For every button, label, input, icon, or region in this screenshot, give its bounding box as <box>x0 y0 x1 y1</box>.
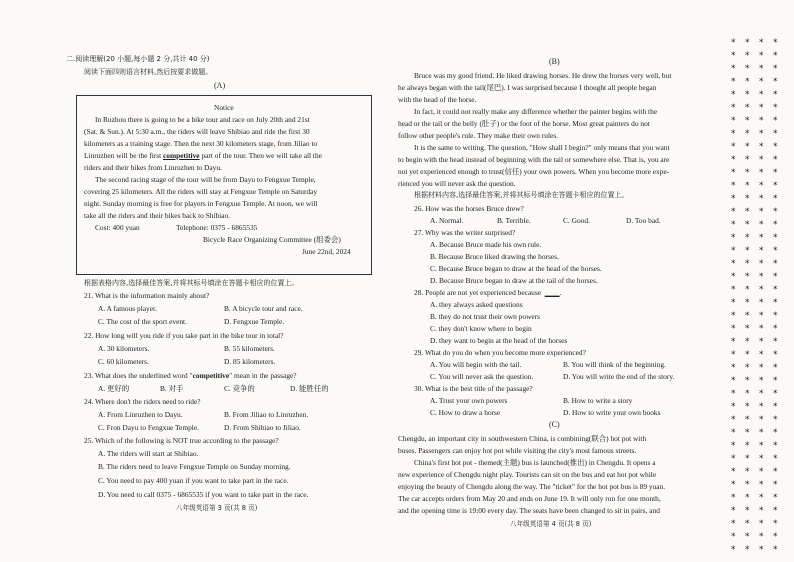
notice-cost: Cost: 400 yuan <box>95 223 140 232</box>
star-mark: * <box>759 532 764 542</box>
star-mark: * <box>759 168 764 178</box>
star-mark: * <box>731 246 736 256</box>
question-stem: 25. Which of the following is NOT true according to the passage? <box>84 436 279 445</box>
answer-option[interactable]: C. You will never ask the question. <box>430 372 534 381</box>
answer-option[interactable]: D. Too bad. <box>626 216 661 225</box>
star-mark: * <box>759 129 764 139</box>
star-mark: * <box>773 376 778 386</box>
star-mark: * <box>759 194 764 204</box>
star-mark: * <box>731 493 736 503</box>
star-mark: * <box>745 311 750 321</box>
answer-option[interactable]: A. A famous player. <box>98 304 157 313</box>
star-mark: * <box>745 129 750 139</box>
answer-option[interactable]: A. The riders will start at Shibiao. <box>98 449 199 458</box>
section-title: 二.阅读理解(20 小题,每小题 2 分,共计 40 分) <box>66 55 210 63</box>
star-mark: * <box>773 142 778 152</box>
answer-option[interactable]: D. 85 kilometers. <box>224 357 276 366</box>
star-mark: * <box>731 545 736 555</box>
star-mark: * <box>745 480 750 490</box>
passage-c-line: China's first hot pot - themed(主题) bus is launched(推出) in Chengdu. It opens a <box>414 458 656 467</box>
star-mark: * <box>759 545 764 555</box>
star-mark: * <box>745 116 750 126</box>
star-mark: * <box>773 428 778 438</box>
notice-line: night. Sunday morning is free for players in Fengxue Temple. At noon, we will <box>84 199 318 208</box>
star-mark: * <box>731 103 736 113</box>
star-mark: * <box>731 155 736 165</box>
star-mark: * <box>773 207 778 217</box>
star-mark: * <box>731 129 736 139</box>
star-mark: * <box>745 38 750 48</box>
star-mark: * <box>759 467 764 477</box>
passage-c-line: enjoying the beauty of Chengdu along the way. The "ticket" for the hot pot bus is 89 yuan. <box>398 482 666 491</box>
answer-option[interactable]: B. A bicycle tour and race. <box>224 304 303 313</box>
passage-b-line: Bruce was my good friend. He liked drawing horses. He drew the horses very well, but <box>414 71 672 80</box>
star-mark: * <box>773 519 778 529</box>
star-mark: * <box>759 376 764 386</box>
star-mark: * <box>731 454 736 464</box>
star-mark: * <box>745 493 750 503</box>
star-mark: * <box>745 168 750 178</box>
passage-c-line: The car accepts orders from May 20 and ends on June 19. It will only run for one month, <box>398 494 661 503</box>
star-mark: * <box>759 454 764 464</box>
star-mark: * <box>773 90 778 100</box>
star-mark: * <box>731 181 736 191</box>
star-mark: * <box>759 51 764 61</box>
star-mark: * <box>731 51 736 61</box>
star-mark: * <box>773 181 778 191</box>
star-mark: * <box>759 519 764 529</box>
question-stem: 21. What is the information mainly about? <box>84 291 210 300</box>
star-mark: * <box>731 207 736 217</box>
star-mark: * <box>745 350 750 360</box>
passage-b-line: In fact, it could not really make any difference whether the painter begins with the <box>414 107 658 116</box>
star-mark: * <box>759 207 764 217</box>
star-mark: * <box>731 298 736 308</box>
star-mark: * <box>731 389 736 399</box>
underlined-word: competitive <box>163 151 200 160</box>
answer-option[interactable]: C. 竞争的 <box>224 384 255 393</box>
star-mark: * <box>745 181 750 191</box>
answer-option[interactable]: D. 能胜任的 <box>290 384 329 393</box>
star-mark: * <box>745 246 750 256</box>
star-mark: * <box>773 116 778 126</box>
star-mark: * <box>759 220 764 230</box>
passage-b-line: he always began with the tail(尾巴). I was surprised because I thought all people began <box>398 83 657 92</box>
star-mark: * <box>731 64 736 74</box>
star-mark: * <box>759 285 764 295</box>
star-mark: * <box>731 467 736 477</box>
star-mark: * <box>773 64 778 74</box>
answer-option[interactable]: A. they always asked questions <box>430 300 523 309</box>
answer-option[interactable]: C. Good. <box>563 216 590 225</box>
star-mark: * <box>745 402 750 412</box>
star-mark: * <box>745 142 750 152</box>
star-mark: * <box>773 480 778 490</box>
star-mark: * <box>773 233 778 243</box>
star-mark: * <box>759 402 764 412</box>
star-mark: * <box>745 415 750 425</box>
answer-option[interactable]: A. Because Bruce made his own rule. <box>430 240 542 249</box>
star-mark: * <box>773 51 778 61</box>
star-mark: * <box>773 506 778 516</box>
star-mark: * <box>773 532 778 542</box>
star-mark: * <box>759 493 764 503</box>
answer-option[interactable]: D. You need to call 0375 - 6865535 if you want to take part in the race. <box>98 490 309 499</box>
passage-b-line: with the head of the horse. <box>398 95 477 104</box>
answer-option[interactable]: B. 对手 <box>160 384 184 393</box>
star-mark: * <box>745 506 750 516</box>
star-mark: * <box>745 532 750 542</box>
star-mark: * <box>745 77 750 87</box>
star-mark: * <box>759 155 764 165</box>
passage-b-line: follow other people's rule. They make their own rules. <box>398 131 559 140</box>
star-mark: * <box>745 259 750 269</box>
star-mark: * <box>759 272 764 282</box>
star-mark: * <box>745 428 750 438</box>
stem-part: 23. What does the underlined word " <box>84 371 193 380</box>
question-stem: 30. What is the best title of the passage? <box>414 384 533 393</box>
instruction-a: 根据表格内容,选择最佳答案,并将其标号填涂在答题卡相应的位置上。 <box>84 279 299 287</box>
page-footer-left: 八年级英语第 3 页(共 8 页) <box>176 504 258 512</box>
star-mark: * <box>745 454 750 464</box>
star-mark: * <box>745 103 750 113</box>
star-mark: * <box>745 64 750 74</box>
star-mark: * <box>759 389 764 399</box>
star-mark: * <box>745 90 750 100</box>
star-mark: * <box>773 363 778 373</box>
answer-option[interactable]: B. Because Bruce liked drawing the horses. <box>430 252 559 261</box>
star-mark: * <box>773 77 778 87</box>
answer-option[interactable]: B. The riders need to leave Fengxue Temple on Sunday morning. <box>98 462 291 471</box>
star-mark: * <box>731 506 736 516</box>
star-mark: * <box>745 207 750 217</box>
star-mark: * <box>759 480 764 490</box>
notice-line: covering 25 kilometers. All the riders will stay at Fengxue Temple on Saturday <box>84 187 318 196</box>
answer-option[interactable]: C. The cost of the sport event. <box>98 317 187 326</box>
star-mark: * <box>773 493 778 503</box>
star-mark: * <box>773 402 778 412</box>
star-mark: * <box>731 428 736 438</box>
stem-part: " mean in the passage? <box>229 371 297 380</box>
notice-date: June 22nd, 2024 <box>302 247 351 256</box>
star-mark: * <box>773 337 778 347</box>
notice-title: Notice <box>214 103 234 112</box>
notice-line-part: Linruzhen will be the first <box>84 151 162 160</box>
answer-option[interactable]: C. Fron Dayu to Fengxue Temple. <box>98 423 199 432</box>
answer-option[interactable]: A. 30 kilometers. <box>98 344 150 353</box>
star-mark: * <box>745 519 750 529</box>
answer-option[interactable]: B. Terrible. <box>497 216 531 225</box>
star-mark: * <box>773 441 778 451</box>
notice-line: (Sat. & Sun.). At 5:30 a.m., the riders will leave Shibiao and ride the first 30 <box>84 127 310 136</box>
star-mark: * <box>731 38 736 48</box>
passage-c-line: Chengdu, an important city in southwestern China, is combining(联合) hot pot with <box>398 434 647 443</box>
answer-option[interactable]: D. Fengxue Temple. <box>224 317 285 326</box>
star-mark: * <box>745 233 750 243</box>
star-mark: * <box>759 38 764 48</box>
star-mark: * <box>731 376 736 386</box>
question-stem: 29. What do you do when you become more experienced? <box>414 348 586 357</box>
star-mark: * <box>759 90 764 100</box>
star-mark: * <box>759 415 764 425</box>
star-mark: * <box>773 311 778 321</box>
star-mark: * <box>731 415 736 425</box>
star-mark: * <box>731 77 736 87</box>
star-mark: * <box>773 38 778 48</box>
question-stem <box>84 372 297 380</box>
star-mark: * <box>759 441 764 451</box>
star-mark: * <box>731 532 736 542</box>
star-mark: * <box>731 480 736 490</box>
star-mark: * <box>731 168 736 178</box>
star-mark: * <box>773 350 778 360</box>
star-mark: * <box>731 142 736 152</box>
answer-option[interactable]: B. 55 kilometers. <box>224 344 275 353</box>
star-mark: * <box>745 194 750 204</box>
answer-option[interactable]: D. From Shibiao to Jiliao. <box>224 423 301 432</box>
answer-option[interactable]: C. How to draw a horse <box>430 408 501 417</box>
star-mark: * <box>745 220 750 230</box>
answer-option[interactable]: D. Because Bruce began to draw at the tail of the horses. <box>430 276 598 285</box>
star-mark: * <box>759 337 764 347</box>
passage-c-line: and the opening time is 19:00 every day. The seats have been changed to sit in pairs, and <box>398 506 660 515</box>
instruction-b: 根据材料内容,选择最佳答案,并将其标号填涂在答题卡相应的位置上。 <box>414 191 629 199</box>
star-mark: * <box>773 298 778 308</box>
answer-option[interactable]: C. You need to pay 400 yuan if you want to take part in the race. <box>98 476 289 485</box>
star-mark: * <box>731 259 736 269</box>
answer-option[interactable]: A. 更好的 <box>98 384 130 393</box>
star-mark: * <box>731 90 736 100</box>
star-mark: * <box>773 272 778 282</box>
passage-a-label: (A) <box>214 81 226 90</box>
star-mark: * <box>731 337 736 347</box>
answer-option[interactable]: A. From Linruzhen to Dayu. <box>98 410 183 419</box>
star-mark: * <box>773 168 778 178</box>
star-mark: * <box>731 233 736 243</box>
notice-line: kilometers as a training stage. Then the next 30 kilometers stage, from Jiliao to <box>84 139 318 148</box>
answer-option[interactable]: D. they want to begin at the head of the horses <box>430 336 568 345</box>
page-footer-right: 八年级英语第 4 页(共 8 页) <box>510 520 592 528</box>
star-mark: * <box>745 51 750 61</box>
star-mark: * <box>773 285 778 295</box>
star-mark: * <box>731 441 736 451</box>
question-stem: 27. Why was the writer surprised? <box>414 228 516 237</box>
answer-option[interactable]: A. Normal. <box>430 216 464 225</box>
answer-option[interactable]: B. You will think of the beginning. <box>563 360 666 369</box>
star-margin-border <box>731 38 787 558</box>
star-mark: * <box>731 311 736 321</box>
star-mark: * <box>745 363 750 373</box>
star-mark: * <box>745 545 750 555</box>
star-mark: * <box>759 233 764 243</box>
star-mark: * <box>759 350 764 360</box>
answer-option[interactable]: C. they don't know where to begin <box>430 324 532 333</box>
notice-line-part: part of the tour. Then we will take all the <box>201 151 322 160</box>
star-mark: * <box>759 181 764 191</box>
passage-b-line: rienced you will never ask the question. <box>398 179 516 188</box>
star-mark: * <box>731 350 736 360</box>
star-mark: * <box>745 389 750 399</box>
question-stem: 22. How long will you ride if you take part in the bike tour in total? <box>84 331 284 340</box>
star-mark: * <box>745 467 750 477</box>
star-mark: * <box>759 324 764 334</box>
answer-option[interactable]: B. From Jiliao to Linruzhen. <box>224 410 309 419</box>
star-mark: * <box>731 272 736 282</box>
passage-b-line: It is the same to writing. The question, "How shall I begin?" only means that you want <box>414 143 670 152</box>
star-mark: * <box>773 259 778 269</box>
notice-line: The second racing stage of the tour will be from Dayu to Fengxue Temple, <box>95 175 316 184</box>
answer-option[interactable]: D. How to write your own books <box>563 408 661 417</box>
passage-c-line: buses. Passengers can enjoy hot pot while visiting the city's most famous streets. <box>398 446 637 455</box>
question-stem: 28. People are not yet experienced because ____. <box>414 288 562 297</box>
star-mark: * <box>773 103 778 113</box>
star-mark: * <box>773 467 778 477</box>
notice-telephone: Telephone: 0375 - 6865535 <box>176 223 258 232</box>
notice-line <box>84 152 322 160</box>
passage-c-label: (C) <box>549 420 560 429</box>
star-mark: * <box>745 324 750 334</box>
star-mark: * <box>773 194 778 204</box>
passage-b-line: head or the tail or the belly (肚子) or the foot of the horse. Most great painters do not <box>398 119 650 128</box>
star-mark: * <box>759 506 764 516</box>
star-mark: * <box>731 220 736 230</box>
star-mark: * <box>759 428 764 438</box>
star-mark: * <box>745 376 750 386</box>
star-mark: * <box>759 311 764 321</box>
answer-option[interactable]: B. How to write a story <box>563 396 633 405</box>
star-mark: * <box>773 389 778 399</box>
star-mark: * <box>773 454 778 464</box>
star-mark: * <box>745 298 750 308</box>
passage-b-label: (B) <box>549 57 560 66</box>
star-mark: * <box>773 246 778 256</box>
passage-b-line: not yet experienced enough to trust(信任) your own powers. When you become more expe- <box>398 167 670 176</box>
star-mark: * <box>773 220 778 230</box>
star-mark: * <box>731 194 736 204</box>
answer-blank: ____ <box>544 288 560 297</box>
star-mark: * <box>759 298 764 308</box>
star-mark: * <box>773 324 778 334</box>
star-mark: * <box>745 155 750 165</box>
passage-c-line: new experience of Chengdu night play. Tourists can sit on the bus and eat hot pot while <box>398 470 657 479</box>
section-instruction: 阅读下面四则语言材料,然后按要求做题。 <box>84 68 213 76</box>
answer-option[interactable]: A. You will begin with the tail. <box>430 360 522 369</box>
notice-line: In Ruzhou there is going to be a bike tour and race on July 20th and 21st <box>95 115 310 124</box>
star-mark: * <box>731 285 736 295</box>
star-mark: * <box>745 337 750 347</box>
notice-line: riders and their bikes from Linruzhen to Dayu. <box>84 163 222 172</box>
star-mark: * <box>759 259 764 269</box>
answer-option[interactable]: C. Because Bruce began to draw at the head of the horses. <box>430 264 602 273</box>
star-mark: * <box>759 116 764 126</box>
question-stem: 26. How was the horses Bruce drew? <box>414 204 524 213</box>
answer-option[interactable]: D. You will write the end of the story. <box>563 372 675 381</box>
star-mark: * <box>745 285 750 295</box>
star-mark: * <box>731 402 736 412</box>
answer-option[interactable]: B. they do not trust their own powers <box>430 312 541 321</box>
star-mark: * <box>773 545 778 555</box>
notice-signature: Bicycle Race Organizing Committee (组委会) <box>203 235 341 244</box>
star-mark: * <box>759 142 764 152</box>
passage-b-line: to begin with the head instead of beginning with the tail or somewhere else. That is, you are <box>398 155 670 164</box>
star-mark: * <box>745 272 750 282</box>
star-mark: * <box>731 116 736 126</box>
question-stem: 24. Where don't the riders need to ride? <box>84 397 201 406</box>
notice-line: take all the riders and their bikes back to Shibiao. <box>84 211 231 220</box>
star-mark: * <box>759 77 764 87</box>
stem-keyword: competitive <box>192 371 230 380</box>
star-mark: * <box>759 64 764 74</box>
star-mark: * <box>759 246 764 256</box>
answer-option[interactable]: C. 60 kilometers. <box>98 357 149 366</box>
star-mark: * <box>731 363 736 373</box>
answer-option[interactable]: A. Trust your own powers <box>430 396 508 405</box>
stem-text: 28. People are not yet experienced because <box>414 288 542 297</box>
star-mark: * <box>731 519 736 529</box>
star-mark: * <box>745 441 750 451</box>
star-mark: * <box>773 155 778 165</box>
star-mark: * <box>759 363 764 373</box>
star-mark: * <box>759 103 764 113</box>
star-mark: * <box>731 324 736 334</box>
star-mark: * <box>773 415 778 425</box>
star-mark: * <box>773 129 778 139</box>
